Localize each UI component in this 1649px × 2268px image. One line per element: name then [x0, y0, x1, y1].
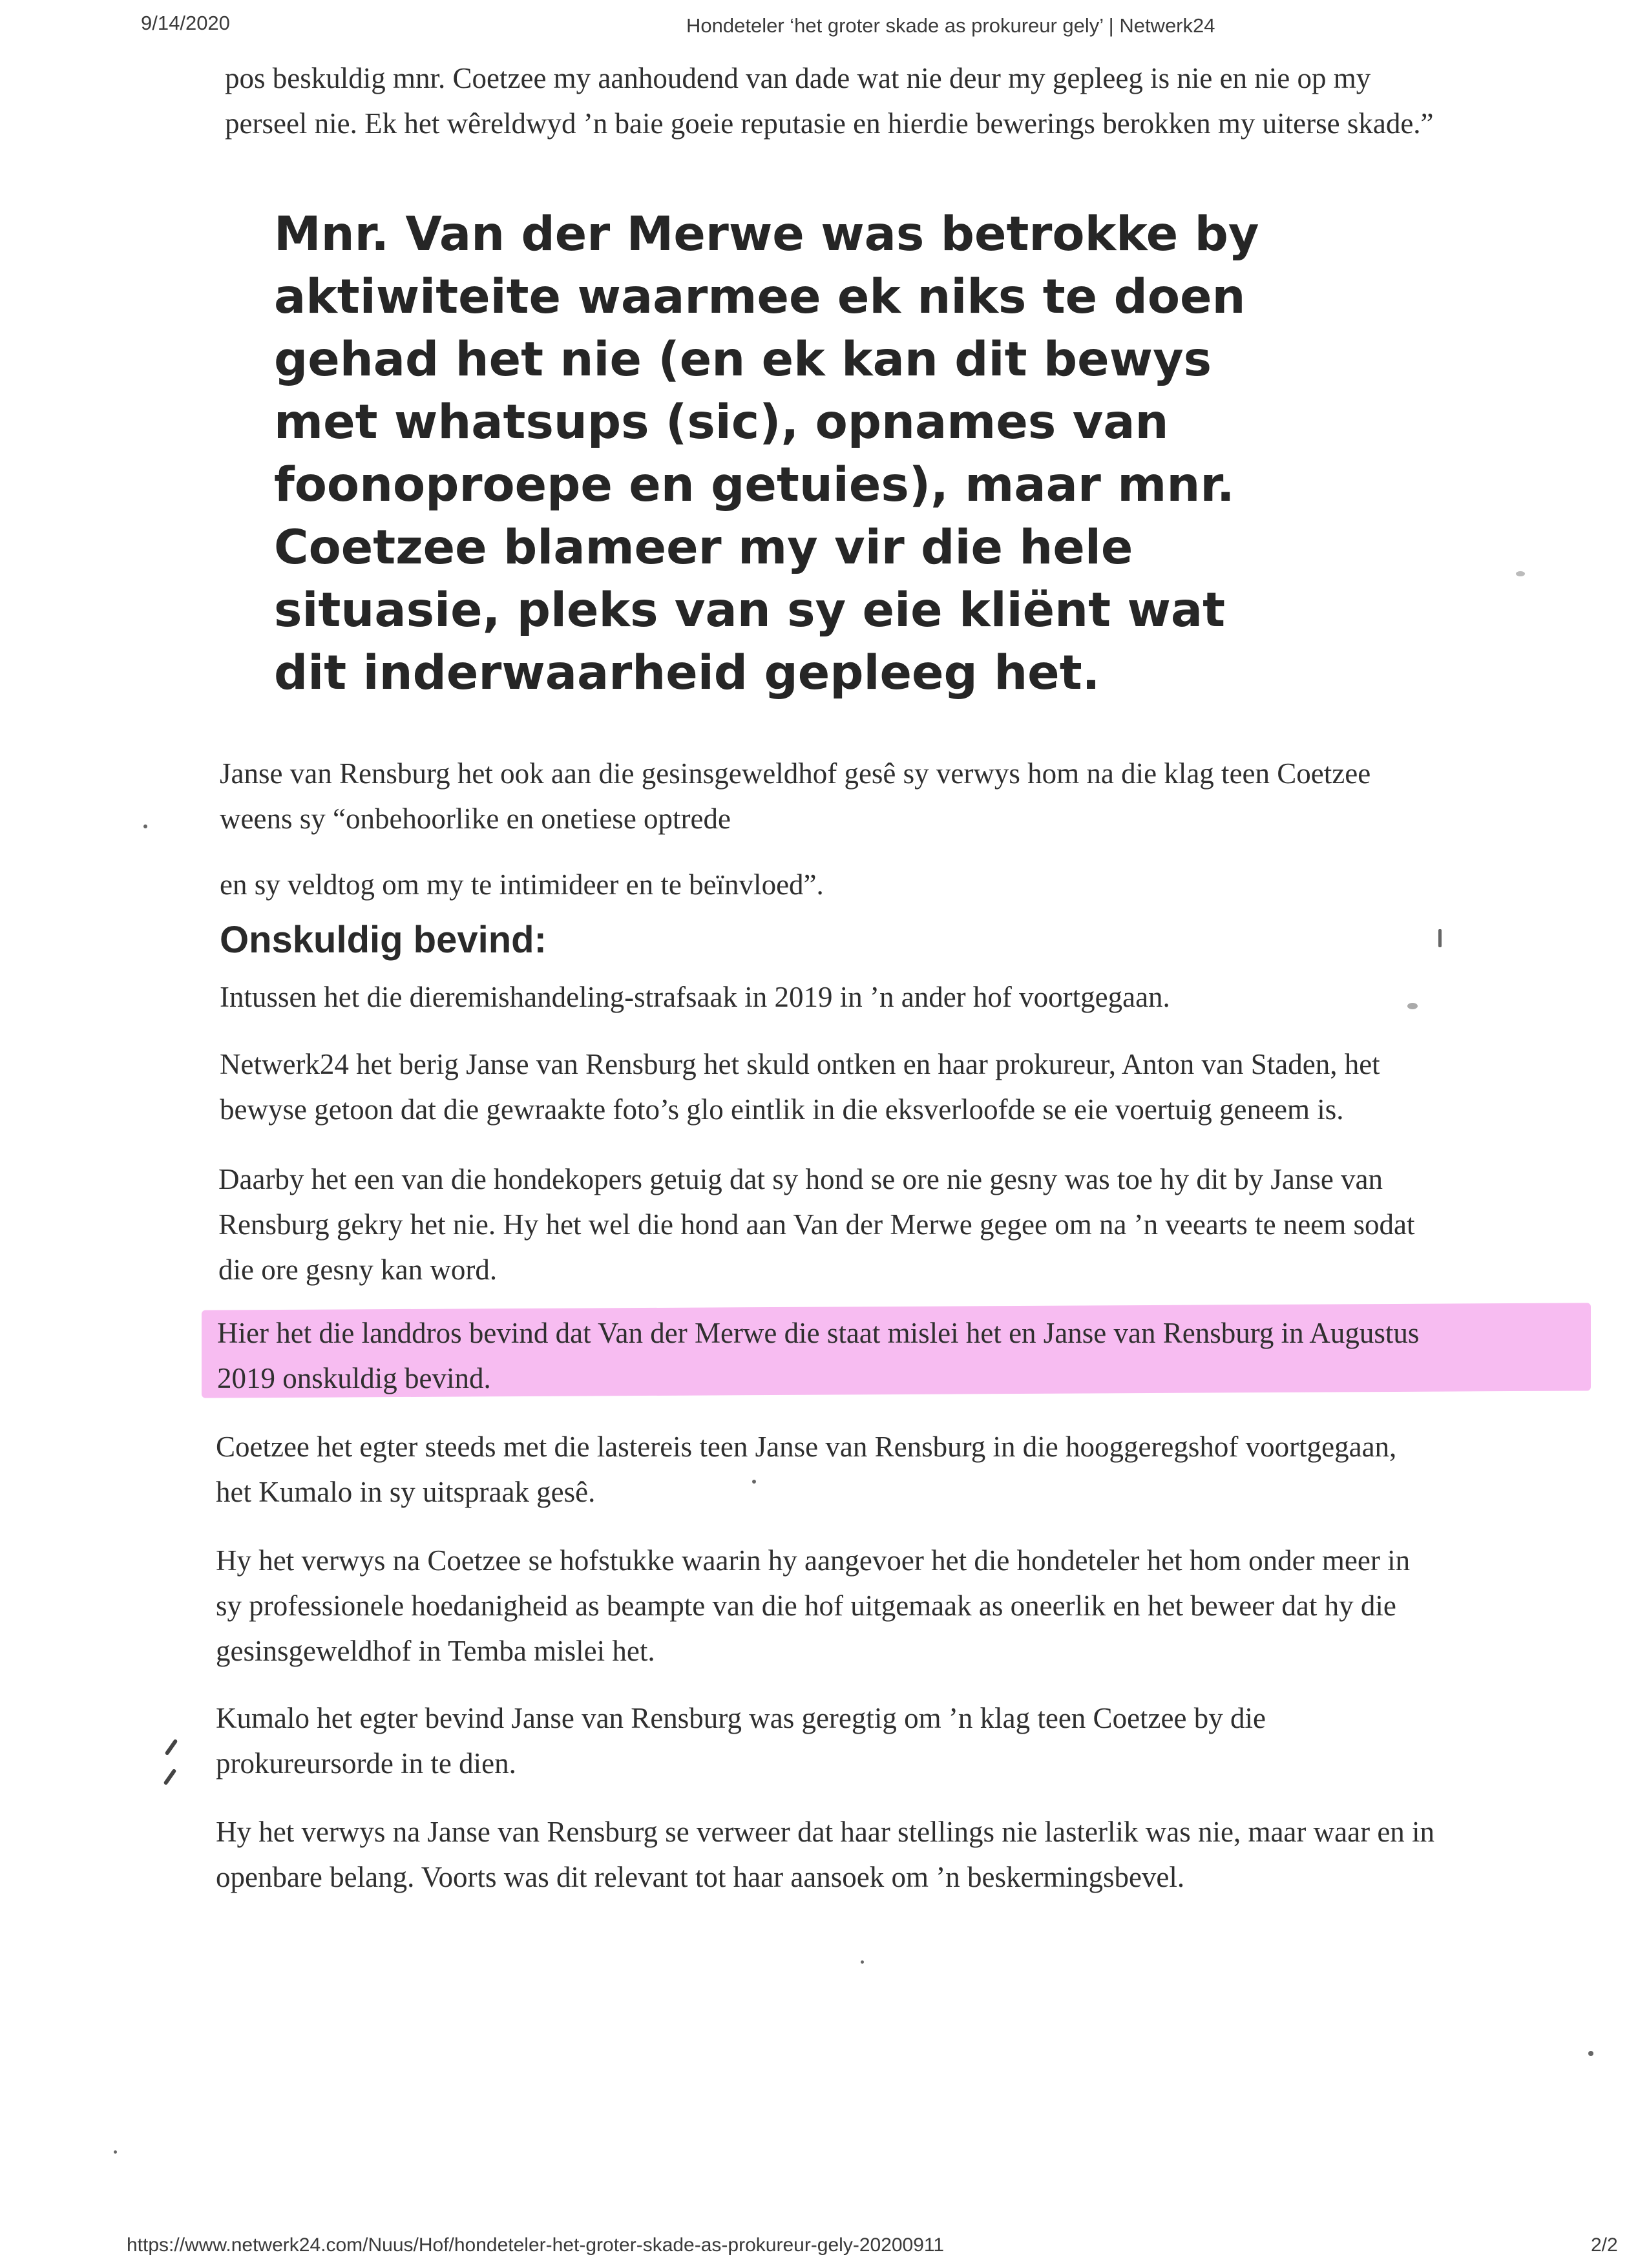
pull-quote-line: met whatsups (sic), opnames van: [274, 395, 1169, 450]
print-title: Hondeteler ‘het groter skade as prokureur gely’ | Netwerk24: [686, 14, 1215, 37]
print-url: https://www.netwerk24.com/Nuus/Hof/hondeteler-het-groter-skade-as-prokureur-gely-20200911: [127, 2234, 945, 2256]
paragraph-1-line-1: Janse van Rensburg het ook aan die gesinsgeweldhof gesê sy verwys hom na die klag teen Coetzee: [220, 757, 1371, 790]
scan-speck: [1588, 2051, 1593, 2056]
scan-speck: [114, 2150, 117, 2154]
paragraph-4-line-2: bewyse getoon dat die gewraakte foto’s glo eintlik in die eksverloofde se eie voertuig geneem is.: [220, 1093, 1344, 1126]
scan-mark: [163, 1769, 177, 1785]
paragraph-5-line-2: Rensburg gekry het nie. Hy het wel die hond aan Van der Merwe gegee om na ’n veearts te neem sodat: [218, 1208, 1415, 1241]
paragraph-10-line-1: Hy het verwys na Janse van Rensburg se verweer dat haar stellings nie lasterlik was nie, maar waar en in: [216, 1816, 1435, 1848]
print-date: 9/14/2020: [141, 12, 230, 34]
paragraph-6-line-2: 2019 onskuldig bevind.: [217, 1362, 491, 1394]
paragraph-9-line-2: prokureursorde in te dien.: [216, 1747, 516, 1780]
scan-speck: [752, 1480, 756, 1484]
intro-line-2: perseel nie. Ek het wêreldwyd ’n baie goeie reputasie en hierdie bewerings berokken my uiterse skade.”: [225, 107, 1434, 140]
scan-speck: [861, 1960, 864, 1964]
paragraph-5-line-3: die ore gesny kan word.: [218, 1254, 498, 1286]
paragraph-8-line-2: sy professionele hoedanigheid as beampte van die hof uitgemaak as oneerlik en het beweer dat hy die: [216, 1590, 1396, 1622]
pull-quote-line: Mnr. Van der Merwe was betrokke by: [274, 207, 1259, 262]
paragraph-10-line-2: openbare belang. Voorts was dit relevant tot haar aansoek om ’n beskermingsbevel.: [216, 1861, 1185, 1893]
paragraph-8-line-1: Hy het verwys na Coetzee se hofstukke waarin hy aangevoer het die hondeteler het hom onder meer in: [216, 1544, 1411, 1577]
paragraph-2: en sy veldtog om my te intimideer en te beïnvloed”.: [220, 868, 824, 901]
pull-quote-line: gehad het nie (en ek kan dit bewys: [274, 332, 1212, 387]
paragraph-6-line-1: Hier het die landdros bevind dat Van der Merwe die staat mislei het en Janse van Rensburg in Augustus: [217, 1317, 1420, 1349]
scan-speck: [1516, 571, 1525, 576]
pull-quote: [274, 203, 1372, 704]
scan-speck: [1407, 1003, 1418, 1009]
paragraph-7-line-2: het Kumalo in sy uitspraak gesê.: [216, 1476, 596, 1508]
scan-speck: [1438, 929, 1442, 947]
print-footer: [0, 2234, 1649, 2267]
scan-mark: [165, 1739, 178, 1756]
intro-line-1: pos beskuldig mnr. Coetzee my aanhoudend van dade wat nie deur my gepleeg is nie en nie op my: [225, 62, 1371, 94]
paragraph-1-line-2: weens sy “onbehoorlike en onetiese optrede: [220, 803, 731, 835]
pull-quote-line: situasie, pleks van sy eie kliënt wat: [274, 583, 1226, 638]
pull-quote-line: Coetzee blameer my vir die hele: [274, 520, 1133, 575]
pull-quote-line: dit inderwaarheid gepleeg het.: [274, 646, 1100, 700]
section-heading: Onskuldig bevind:: [220, 919, 547, 961]
paragraph-7-line-1: Coetzee het egter steeds met die lastereis teen Janse van Rensburg in die hooggeregshof voortgegaan,: [216, 1431, 1397, 1463]
paragraph-5-line-1: Daarby het een van die hondekopers getuig dat sy hond se ore nie gesny was toe hy dit by Janse van: [218, 1163, 1383, 1195]
scan-speck: [143, 824, 147, 828]
pull-quote-line: aktiwiteite waarmee ek niks te doen: [274, 269, 1246, 324]
paragraph-9-line-1: Kumalo het egter bevind Janse van Rensburg was geregtig om ’n klag teen Coetzee by die: [216, 1702, 1266, 1734]
paragraph-8-line-3: gesinsgeweldhof in Temba mislei het.: [216, 1635, 655, 1667]
page-number: 2/2: [1591, 2234, 1618, 2256]
print-header: [0, 12, 1649, 44]
paragraph-3: Intussen het die dieremishandeling-strafsaak in 2019 in ’n ander hof voortgegaan.: [220, 981, 1170, 1013]
pull-quote-line: foonoproepe en getuies), maar mnr.: [274, 457, 1235, 512]
paragraph-4-line-1: Netwerk24 het berig Janse van Rensburg het skuld ontken en haar prokureur, Anton van Staden, het: [220, 1048, 1380, 1080]
